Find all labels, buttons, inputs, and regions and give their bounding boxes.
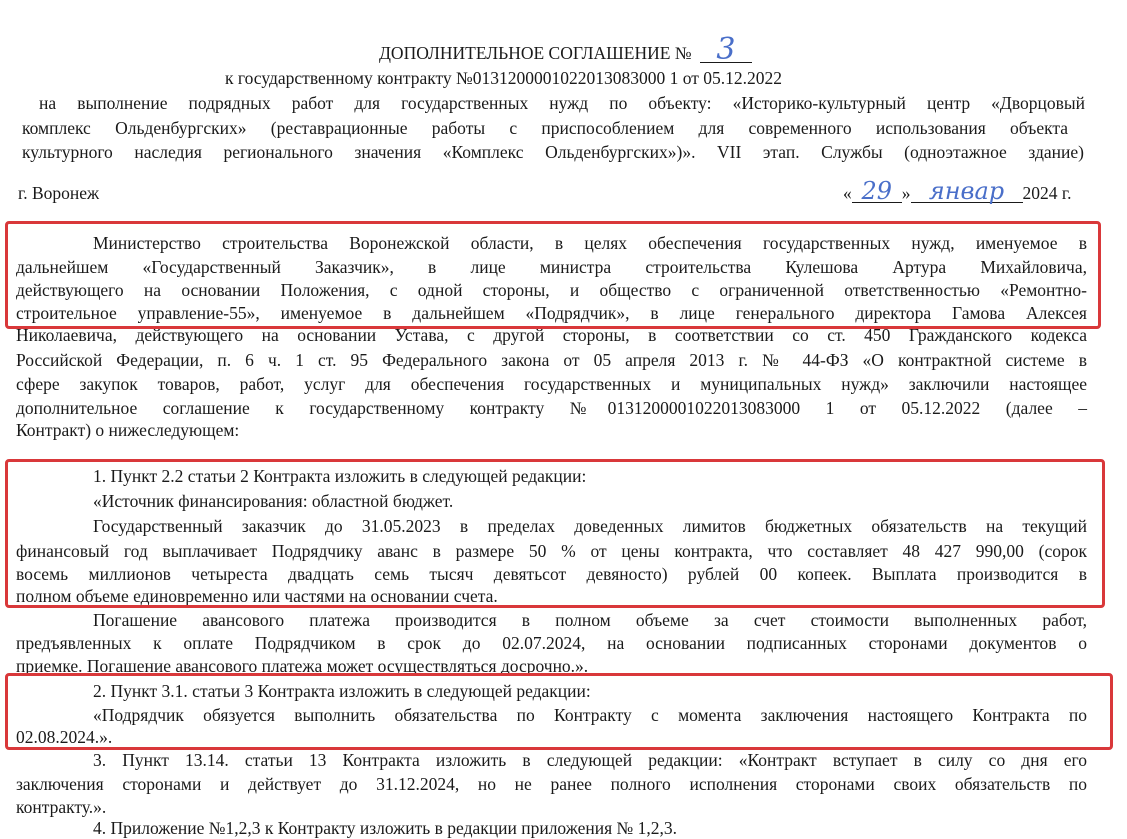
document-title xyxy=(379,32,752,67)
clause-1-line: полном объеме единовременно или частями на основании счета. xyxy=(16,586,498,606)
clause-1-line: предъявленных к оплате Подрядчиком в срок до 02.07.2024, на основании подписанных сторонами документов о xyxy=(16,633,1087,653)
clause-2-line: 02.08.2024.». xyxy=(16,727,113,747)
handwritten-day: 29 xyxy=(861,177,893,205)
handwritten-month: январ xyxy=(928,177,1005,205)
clause-1-heading: 1. Пункт 2.2 статьи 2 Контракта изложить в следующей редакции: xyxy=(93,466,587,486)
clause-1-line: приемке. Погашение авансового платежа может осуществляться досрочно.». xyxy=(16,656,589,676)
date-month xyxy=(911,177,1023,205)
preamble-line: Контракт) о нижеследующем: xyxy=(16,420,240,440)
preamble-line: Российской Федерации, п. 6 ч. 1 ст. 95 Федерального закона от 05 апреля 2013 г. № 44-ФЗ «О контрактной системе в xyxy=(16,350,1087,370)
highlight-box-clause-2 xyxy=(5,673,1113,750)
preamble-line: действующего на основании Положения, с одной стороны, и общество с ограниченной ответственностью «Ремонтно- xyxy=(16,280,1087,300)
clause-3-line: заключения сторонами и действует до 31.12.2024, но не ранее полного исполнения сторонами своих обязательств по xyxy=(16,774,1087,794)
clause-1-line: финансовый год выплачивает Подрядчику аванс в размере 50 % от цены контракта, что составляет 48 427 990,00 (сорок xyxy=(16,541,1087,561)
clause-1-line: «Источник финансирования: областной бюджет. xyxy=(93,491,454,511)
clause-2-line: «Подрядчик обязуется выполнить обязательства по Контракту с момента заключения настоящего Контракта по xyxy=(93,705,1087,725)
title-prefix: ДОПОЛНИТЕЛЬНОЕ СОГЛАШЕНИЕ № xyxy=(379,43,692,63)
clause-3-line: контракту.». xyxy=(16,797,107,817)
preamble-line: дальнейшем «Государственный Заказчик», в лице министра строительства Кулешова Артура Михайловича, xyxy=(16,257,1087,277)
title-line-4: комплекс Ольденбургских» (реставрационные работы с приспособлением для современного использования объекта xyxy=(22,118,1068,138)
handwritten-number: 3 xyxy=(716,32,736,67)
clause-1-line: Государственный заказчик до 31.05.2023 в пределах доведенных лимитов бюджетных обязательств на текущий xyxy=(93,516,1087,536)
clause-1-line: Погашение авансового платежа производится в полном объеме за счет стоимости выполненных работ, xyxy=(93,610,1087,630)
title-line-5: культурного наследия регионального значения «Комплекс Ольденбургских»)». VII этап. Службы (одноэтажное здание) xyxy=(22,142,1084,162)
date-year: 2024 г. xyxy=(1022,183,1072,203)
agreement-date xyxy=(843,177,1072,205)
preamble-line: сфере закупок товаров, работ, услуг для обеспечения государственных и муниципальных нужд» заключили настоящее xyxy=(16,374,1087,394)
city: г. Воронеж xyxy=(18,183,100,203)
date-quote-open: « xyxy=(843,183,852,203)
clause-2-heading: 2. Пункт 3.1. статьи 3 Контракта изложить в следующей редакции: xyxy=(93,681,591,701)
agreement-number xyxy=(700,32,752,67)
date-day xyxy=(852,177,902,205)
clause-4-line: 4. Приложение №1,2,3 к Контракту изложить в редакции приложения № 1,2,3. xyxy=(93,818,677,838)
title-line-3: на выполнение подрядных работ для государственных нужд по объекту: «Историко-культурный центр «Дворцовый xyxy=(39,93,1085,113)
highlight-box-clause-1 xyxy=(5,459,1105,608)
preamble-line: дополнительное соглашение к государственному контракту №0131200001022013083000 1 от 05.12.2022 (далее – xyxy=(16,398,1087,418)
preamble-line: строительное управление-55», именуемое в дальнейшем «Подрядчик», в лице генерального директора Гамова Алексея xyxy=(16,303,1087,323)
clause-3-line: 3. Пункт 13.14. статьи 13 Контракта изложить в следующей редакции: «Контракт вступает в силу со дня его xyxy=(93,750,1087,770)
title-line-2: к государственному контракту №0131200001022013083000 1 от 05.12.2022 xyxy=(225,68,783,88)
clause-1-line: восемь миллионов четыреста двадцать семь тысяч девятьсот девяносто) рублей 00 копеек. Выплата производится в xyxy=(16,564,1087,584)
preamble-line: Министерство строительства Воронежской области, в целях обеспечения государственных нужд, именуемое в xyxy=(93,233,1087,253)
preamble-line: Николаевича, действующего на основании Устава, с другой стороны, в соответствии со ст. 450 Гражданского кодекса xyxy=(16,325,1087,345)
highlight-box-preamble xyxy=(5,221,1101,329)
date-quote-close: » xyxy=(901,183,911,203)
